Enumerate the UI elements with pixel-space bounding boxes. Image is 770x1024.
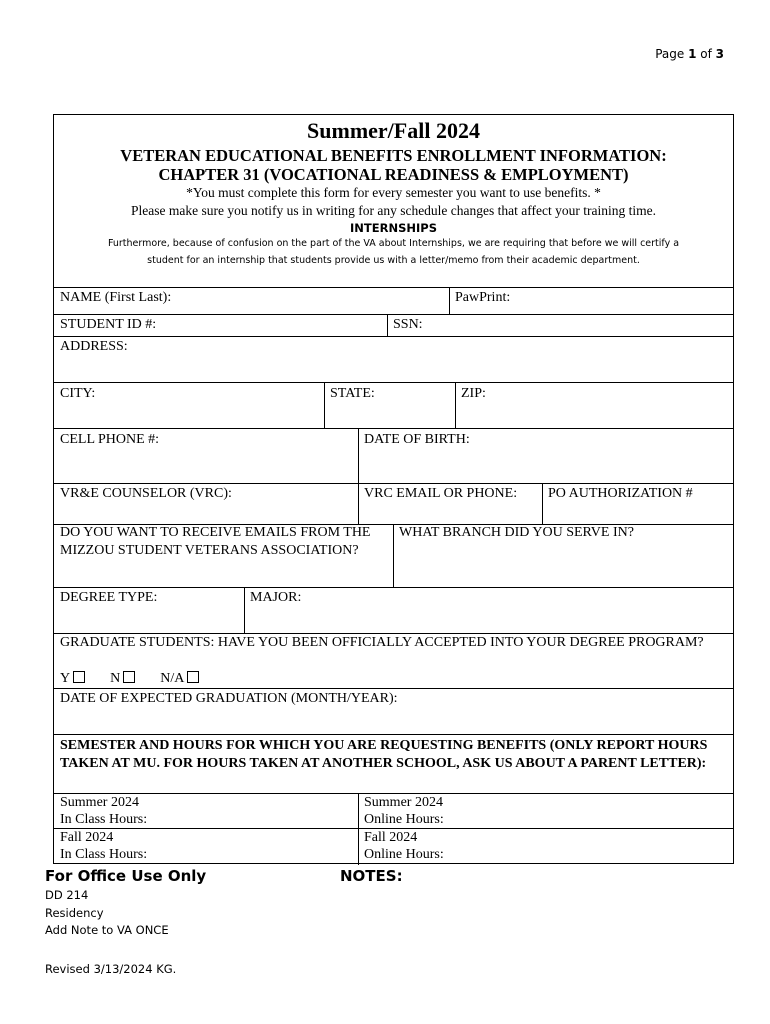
po-authorization-field[interactable]: PO AUTHORIZATION # (548, 486, 693, 501)
summer-online-term-label: Summer 2024 (364, 795, 443, 810)
zip-field[interactable]: ZIP: (461, 386, 486, 401)
summer-in-class-hours-field[interactable]: In Class Hours: (60, 812, 148, 827)
semester-hours-heading: SEMESTER AND HOURS FOR WHICH YOU ARE REQUESTING BENEFITS (ONLY REPORT HOURS TAKEN AT MU. FOR HOURS TAKEN AT ANOTHER SCHOOL, ASK US ABOUT A PARENT LETTER): (60, 738, 708, 771)
address-field[interactable]: ADDRESS: (60, 339, 128, 354)
vre-counselor-field[interactable]: VR&E COUNSELOR (VRC): (60, 486, 232, 501)
enrollment-form (53, 114, 734, 864)
summer-term-label: Summer 2024 (60, 795, 139, 810)
student-id-field[interactable]: STUDENT ID #: (60, 317, 157, 332)
state-field[interactable]: STATE: (330, 386, 375, 401)
page-number: Page 1 of 3 (655, 47, 724, 61)
expected-graduation-field[interactable]: DATE OF EXPECTED GRADUATION (MONTH/YEAR): (60, 691, 398, 706)
vrc-email-phone-field[interactable]: VRC EMAIL OR PHONE: (364, 486, 518, 501)
branch-field[interactable]: WHAT BRANCH DID YOU SERVE IN? (399, 525, 634, 540)
date-of-birth-field[interactable]: DATE OF BIRTH: (364, 432, 470, 447)
notes-heading: NOTES: (340, 867, 403, 885)
office-item-va-note: Add Note to VA ONCE (45, 923, 169, 937)
internships-heading: INTERNSHIPS (350, 221, 437, 235)
form-title-line2: CHAPTER 31 (VOCATIONAL READINESS & EMPLOYMENT) (158, 165, 629, 184)
degree-type-field[interactable]: DEGREE TYPE: (60, 590, 158, 605)
form-title-line1: VETERAN EDUCATIONAL BENEFITS ENROLLMENT INFORMATION: (120, 146, 667, 165)
graduate-options: Y N N/A (60, 670, 199, 688)
major-field[interactable]: MAJOR: (250, 590, 302, 605)
internships-text-line2: student for an internship that students provide us with a letter/memo from their academic department. (147, 255, 640, 266)
office-item-dd214: DD 214 (45, 888, 89, 902)
internships-text-line1: Furthermore, because of confusion on the part of the VA about Internships, we are requiring that before we will certify a (107, 238, 680, 249)
cell-phone-field[interactable]: CELL PHONE #: (60, 432, 160, 447)
name-field[interactable]: NAME (First Last): (60, 290, 172, 305)
fall-online-term-label: Fall 2024 (364, 830, 418, 845)
yes-checkbox[interactable] (73, 671, 85, 683)
note-every-semester: *You must complete this form for every semester you want to use benefits. * (186, 185, 601, 200)
city-field[interactable]: CITY: (60, 386, 96, 401)
fall-term-label: Fall 2024 (60, 830, 114, 845)
revision-note: Revised 3/13/2024 KG. (45, 962, 177, 976)
na-checkbox[interactable] (187, 671, 199, 683)
no-checkbox[interactable] (123, 671, 135, 683)
fall-in-class-hours-field[interactable]: In Class Hours: (60, 847, 148, 862)
pawprint-field[interactable]: PawPrint: (455, 290, 511, 305)
note-schedule-changes: Please make sure you notify us in writing for any schedule changes that affect your training time. (131, 203, 656, 218)
summer-online-hours-field[interactable]: Online Hours: (364, 812, 444, 827)
fall-online-hours-field[interactable]: Online Hours: (364, 847, 444, 862)
mizzou-emails-question[interactable]: DO YOU WANT TO RECEIVE EMAILS FROM THE MIZZOU STUDENT VETERANS ASSOCIATION? (60, 525, 371, 558)
term-title: Summer/Fall 2024 (307, 118, 480, 143)
office-item-residency: Residency (45, 906, 104, 920)
office-use-heading: For Office Use Only (45, 867, 207, 885)
ssn-field[interactable]: SSN: (393, 317, 423, 332)
graduate-acceptance-question: GRADUATE STUDENTS: HAVE YOU BEEN OFFICIALLY ACCEPTED INTO YOUR DEGREE PROGRAM? (60, 635, 704, 650)
